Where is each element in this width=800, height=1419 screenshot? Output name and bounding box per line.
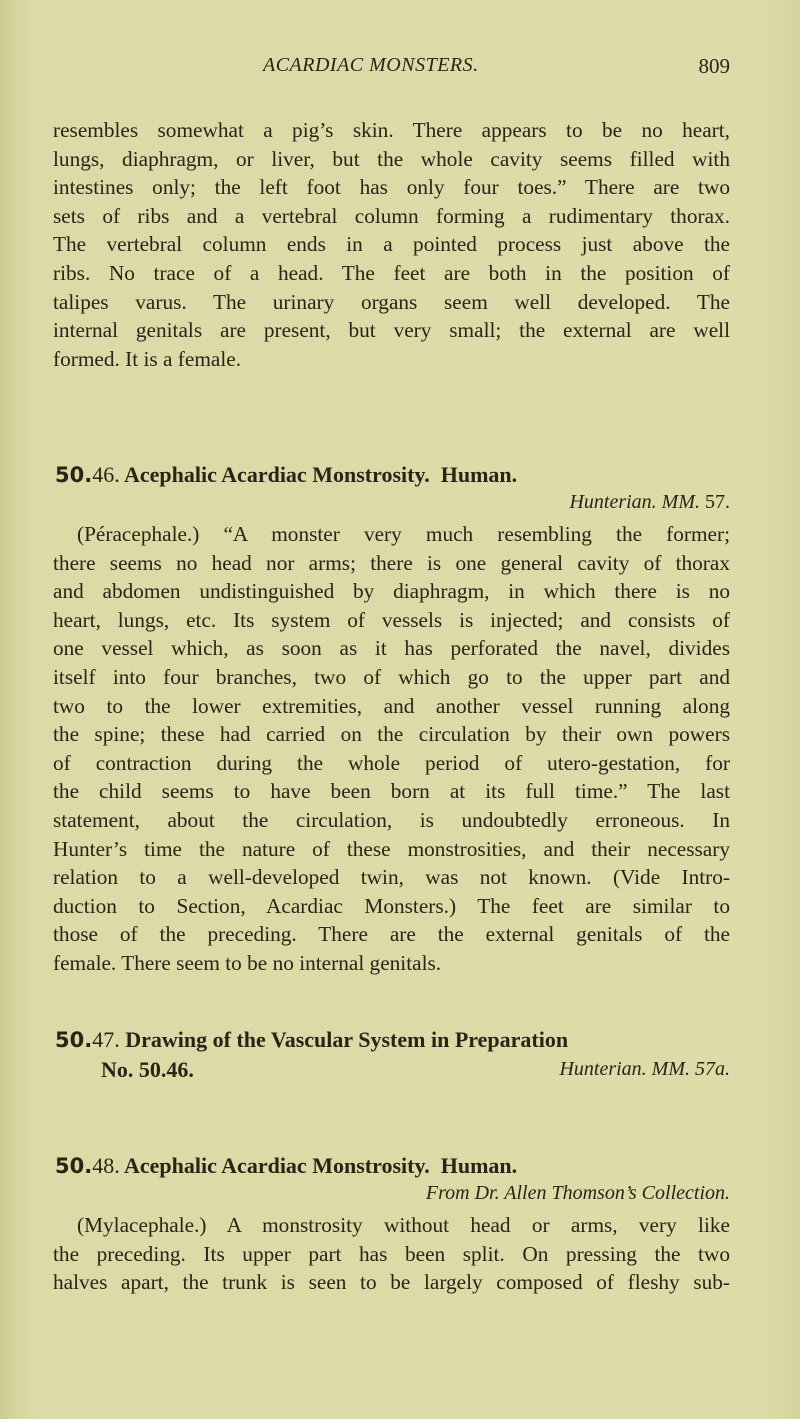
text-line: ribs. No trace of a head. The feet are both in the position of	[53, 260, 730, 285]
text-line: (Mylacephale.) A monstrosity without head or arms, very like	[77, 1213, 730, 1237]
text-line: resembles somewhat a pig’s skin. There appears to be no heart,	[53, 118, 730, 142]
text-line: The vertebral column ends in a pointed process just above the	[53, 232, 730, 257]
text-line: lungs, diaphragm, or liver, but the whole cavity seems filled with	[53, 146, 730, 171]
entry-title: Drawing of the Vascular System in Preparation	[125, 1027, 569, 1052]
text-line: (Péracephale.) “A monster very much resembling the former;	[77, 522, 730, 546]
text-line: sets of ribs and a vertebral column forming a rudimentary thorax.	[53, 203, 730, 228]
text-line: there seems no head nor arms; there is one general cavity of thorax	[53, 550, 730, 575]
text-line: heart, lungs, etc. Its system of vessels is injected; and consists of	[53, 607, 730, 632]
entry-title-continuation: No. 50.46.	[101, 1057, 194, 1082]
entry-source	[569, 491, 730, 514]
entry-number-prefix: 50.	[55, 1028, 93, 1052]
entry-heading-50-48	[55, 1153, 732, 1179]
source-italic: Hunterian. MM.	[569, 491, 700, 513]
entry-source	[559, 1058, 730, 1081]
entry-paragraph-50-48	[53, 1211, 730, 1297]
entry-number-suffix: 47.	[92, 1027, 120, 1052]
entry-number-suffix: 48.	[92, 1153, 120, 1178]
running-title: ACARDIAC MONSTERS.	[263, 54, 479, 76]
entry-title: Acephalic Acardiac Monstrosity.	[124, 1153, 430, 1178]
text-line: two to the lower extremities, and another vessel running along	[53, 693, 730, 718]
text-line: duction to Section, Acardiac Monsters.) The feet are similar to	[53, 893, 730, 918]
source-italic: From Dr. Allen Thomson’s Collection.	[425, 1182, 730, 1204]
text-line: one vessel which, as soon as it has perforated the navel, divides	[53, 636, 730, 661]
entry-qualifier: Human.	[440, 1153, 518, 1178]
entry-number-suffix: 46.	[92, 462, 120, 487]
text-line: intestines only; the left foot has only four toes.” There are two	[53, 175, 730, 200]
text-line: talipes varus. The urinary organs seem well developed. The	[53, 289, 730, 314]
text-line: internal genitals are present, but very small; the external are well	[53, 318, 730, 343]
entry-source	[426, 1182, 730, 1205]
text-line: female. There seem to be no internal genitals.	[53, 950, 442, 975]
text-line: Hunter’s time the nature of these monstrosities, and their necessary	[53, 836, 730, 861]
entry-title: Acephalic Acardiac Monstrosity.	[124, 462, 430, 487]
text-line: itself into four branches, two of which go to the upper part and	[53, 664, 730, 689]
text-line: statement, about the circulation, is undoubtedly erroneous. In	[53, 807, 730, 832]
text-line: the child seems to have been born at its full time.” The last	[53, 779, 730, 804]
entry-number-prefix: 50.	[55, 463, 93, 487]
text-line: halves apart, the trunk is seen to be largely composed of fleshy sub-	[53, 1270, 730, 1295]
text-line: the preceding. Its upper part has been split. On pressing the two	[53, 1241, 730, 1266]
text-line: and abdomen undistinguished by diaphragm, in which there is no	[53, 579, 730, 604]
source-plain: 57.	[700, 491, 730, 513]
continuation-paragraph	[53, 116, 730, 373]
text-line: of contraction during the whole period of utero-gestation, for	[53, 750, 730, 775]
running-head	[53, 54, 730, 84]
text-line: those of the preceding. There are the external genitals of the	[53, 922, 730, 947]
entry-heading-50-47	[55, 1027, 732, 1053]
page-number: 809	[698, 54, 730, 78]
source-italic: Hunterian. MM. 57a.	[559, 1058, 730, 1080]
text-line: formed. It is a female.	[53, 346, 242, 371]
entry-heading-50-46	[55, 462, 732, 488]
entry-number-prefix: 50.	[55, 1154, 93, 1178]
text-line: the spine; these had carried on the circulation by their own powers	[53, 722, 730, 747]
entry-paragraph-50-46	[53, 520, 730, 978]
entry-qualifier: Human.	[440, 462, 518, 487]
text-line: relation to a well-developed twin, was not known. (Vide Intro-	[53, 865, 730, 890]
